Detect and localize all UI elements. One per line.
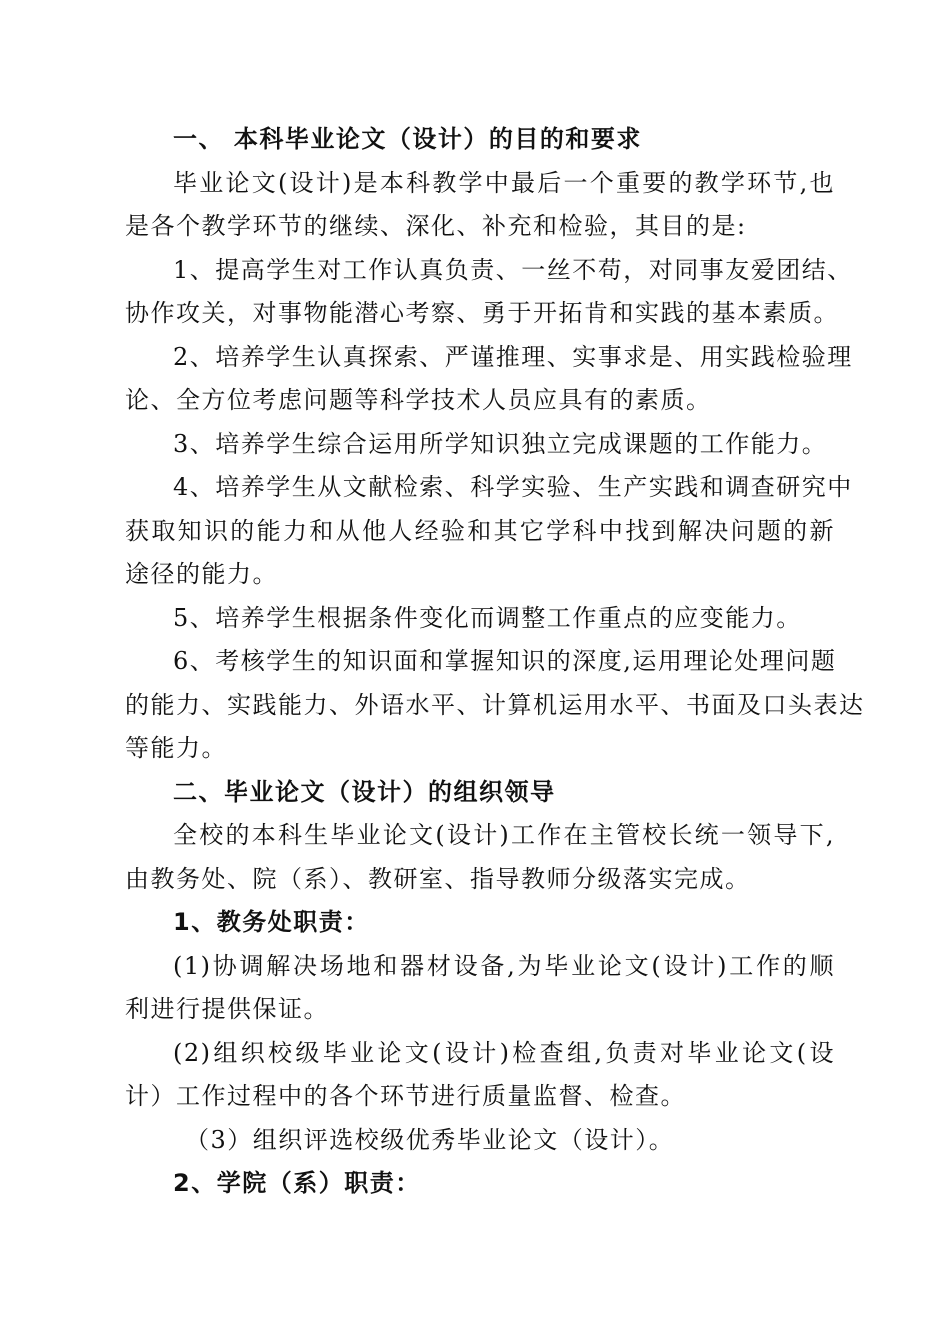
subsection-heading-academic-affairs: 1、教务处职责： xyxy=(173,908,370,936)
list-item-line: （3）组织评选校级优秀毕业论文（设计）。 xyxy=(185,1125,675,1154)
list-item-line: 协作攻关，对事物能潜心考察、勇于开拓肯和实践的基本素质。 xyxy=(125,299,839,327)
paragraph-intro-line: 全校的本科生毕业论文(设计)工作在主管校长统一领导下, xyxy=(173,821,835,849)
list-item-line: 5、培养学生根据条件变化而调整工作重点的应变能力。 xyxy=(173,603,802,632)
list-item-line: 2、培养学生认真探索、严谨推理、实事求是、用实践检验理 xyxy=(173,342,853,371)
list-item-line: 的能力、实践能力、外语水平、计算机运用水平、书面及口头表达 xyxy=(125,690,865,719)
list-item-line: (1)协调解决场地和器材设备,为毕业论文(设计)工作的顺 xyxy=(173,951,835,980)
list-item-line: 4、培养学生从文献检索、科学实验、生产实践和调查研究中 xyxy=(173,473,853,501)
paragraph-intro-line: 由教务处、院（系）、教研室、指导教师分级落实完成。 xyxy=(125,864,751,893)
list-item-line: 等能力。 xyxy=(125,734,227,762)
paragraph-intro-line: 毕业论文(设计)是本科教学中最后一个重要的教学环节,也 xyxy=(173,168,835,197)
list-item-line: 1、提高学生对工作认真负责、一丝不苟，对同事友爱团结、 xyxy=(173,255,853,284)
list-item-line: 论、全方位考虑问题等科学技术人员应具有的素质。 xyxy=(125,386,712,414)
subsection-heading-college: 2、学院（系）职责： xyxy=(173,1169,421,1197)
list-item-line: 3、培养学生综合运用所学知识独立完成课题的工作能力。 xyxy=(173,429,828,458)
paragraph-intro-line: 是各个教学环节的继续、深化、补充和检验，其目的是: xyxy=(125,212,747,240)
list-item-line: 6、考核学生的知识面和掌握知识的深度,运用理论处理问题 xyxy=(173,647,837,675)
list-item-line: (2)组织校级毕业论文(设计)检查组,负责对毕业论文(设 xyxy=(173,1038,835,1067)
document-body xyxy=(125,118,865,1206)
list-item-line: 途径的能力。 xyxy=(125,560,278,588)
section-heading-organization: 二、毕业论文（设计）的组织领导 xyxy=(173,777,556,806)
section-heading-purpose: 一、 本科毕业论文（设计）的目的和要求 xyxy=(173,125,642,153)
list-item-line: 获取知识的能力和从他人经验和其它学科中找到解决问题的新 xyxy=(125,516,835,545)
list-item-line: 计）工作过程中的各个环节进行质量监督、检查。 xyxy=(125,1082,686,1110)
list-item-line: 利进行提供保证。 xyxy=(125,995,329,1023)
